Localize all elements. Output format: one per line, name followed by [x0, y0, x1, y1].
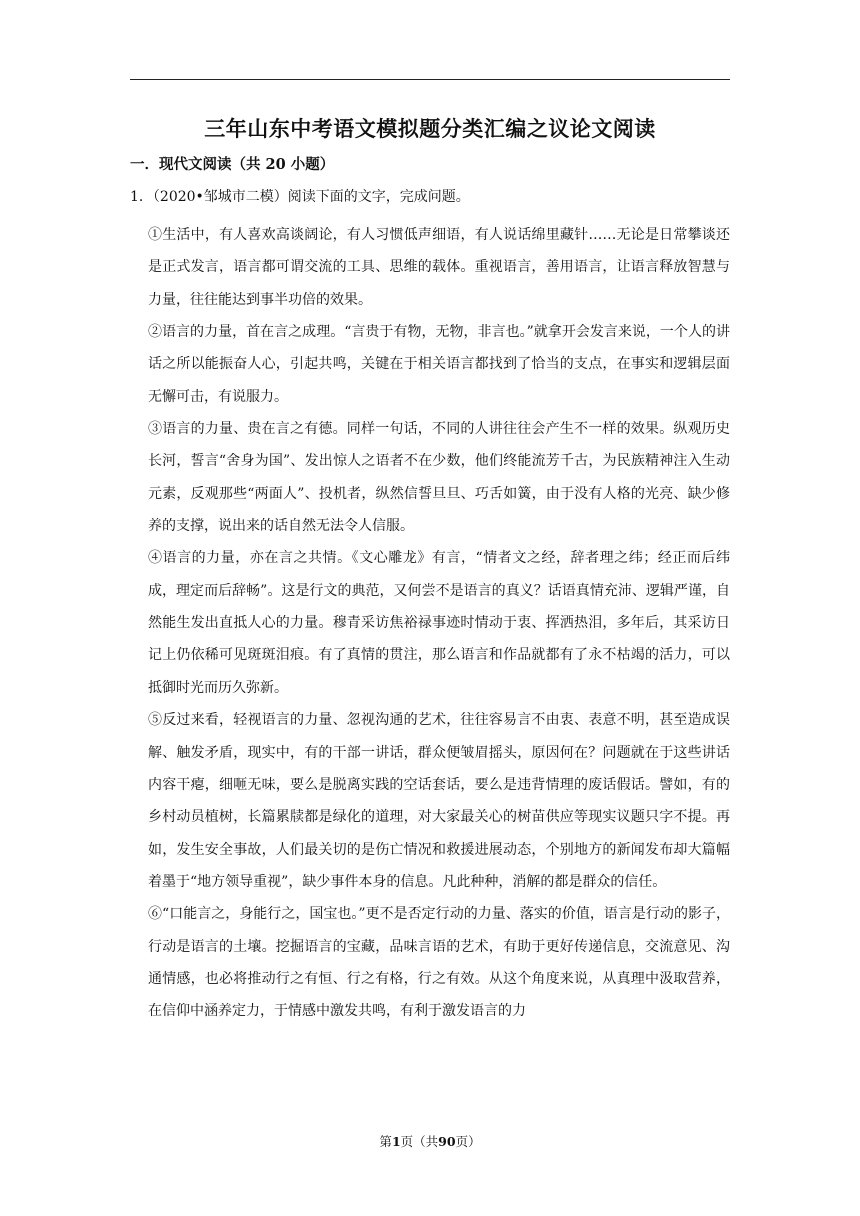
footer-middle: 页（共	[400, 1134, 439, 1149]
section-heading: 一．现代文阅读（共 20 小题）	[130, 156, 335, 173]
footer-prefix: 第	[379, 1134, 392, 1149]
page-number: 1	[391, 1134, 401, 1149]
paragraph-6: ⑥“口能言之，身能行之，国宝也。”更不是否定行动的力量、落实的价值，语言是行动的影子，行动是语言的土壤。挖掘语言的宝藏，品味言语的艺术，有助于更好传递信息，交流意见、沟通情感，也必将推动行之有恒、行之有格，行之有效。从这个角度来说，从真理中汲取营养，在信仰中涵养定力，于情感中激发共鸣，有利于激发语言的力	[148, 906, 730, 1020]
paragraph-2: ②语言的力量，首在言之成理。“言贵于有物，无物，非言也。”就拿开会发言来说，一个人的讲话之所以能振奋人心，引起共鸣，关键在于相关语言都找到了恰当的支点，在事实和逻辑层面无懈可击，有说服力。	[148, 324, 730, 405]
footer-suffix: 页）	[455, 1134, 481, 1149]
page-total: 90	[438, 1134, 456, 1149]
document-title: 三年山东中考语文模拟题分类汇编之议论文阅读	[204, 116, 656, 141]
paragraph-5: ⑤反过来看，轻视语言的力量、忽视沟通的艺术，往往容易言不由衷、表意不明，甚至造成误解、触发矛盾，现实中，有的干部一讲话，群众便皱眉摇头，原因何在？问题就在于这些讲话内容干瘪，细咂无味，要么是脱离实践的空话套话，要么是违背情理的废话假话。譬如，有的乡村动员植树，长篇累牍都是绿化的道理，对大家最关心的树苗供应等现实议题只字不提。再如，发生安全事故，人们最关切的是伤亡情况和救援进展动态，个别地方的新闻发布却大篇幅着墨于“地方领导重视”，缺少事件本身的信息。凡此种种，消解的都是群众的信任。	[148, 712, 730, 890]
question-intro: 1．（2020•邹城市二模）阅读下面的文字，完成问题。	[130, 189, 470, 205]
paragraph-1: ①生活中，有人喜欢高谈阔论，有人习惯低声细语，有人说话绵里藏针……无论是日常攀谈还是正式发言，语言都可谓交流的工具、思维的载体。重视语言，善用语言，让语言释放智慧与力量，往往能达到事半功倍的效果。	[148, 227, 730, 308]
page-footer	[0, 1133, 860, 1151]
paragraph-4: ④语言的力量，亦在言之共情。《文心雕龙》有言，“情者文之经，辞者理之纬；经正而后纬成，理定而后辞畅”。这是行文的典范，又何尝不是语言的真义？话语真情充沛、逻辑严谨，自然能生发出直抵人心的力量。穆青采访焦裕禄事迹时情动于衷、挥洒热泪，多年后，其采访日记上仍依稀可见斑斑泪痕。有了真情的贯注，那么语言和作品就都有了永不枯竭的活力，可以抵御时光而历久弥新。	[148, 550, 730, 696]
paragraph-3: ③语言的力量、贵在言之有德。同样一句话，不同的人讲往往会产生不一样的效果。纵观历史长河，誓言“舍身为国”、发出惊人之语者不在少数，他们终能流芳千古，为民族精神注入生动元素，反观那些“两面人”、投机者，纵然信誓旦旦、巧舌如簧，由于没有人格的光亮、缺少修养的支撑，说出来的话自然无法令人信服。	[148, 421, 730, 535]
passage-body	[148, 219, 730, 1028]
header-rule	[130, 79, 730, 80]
